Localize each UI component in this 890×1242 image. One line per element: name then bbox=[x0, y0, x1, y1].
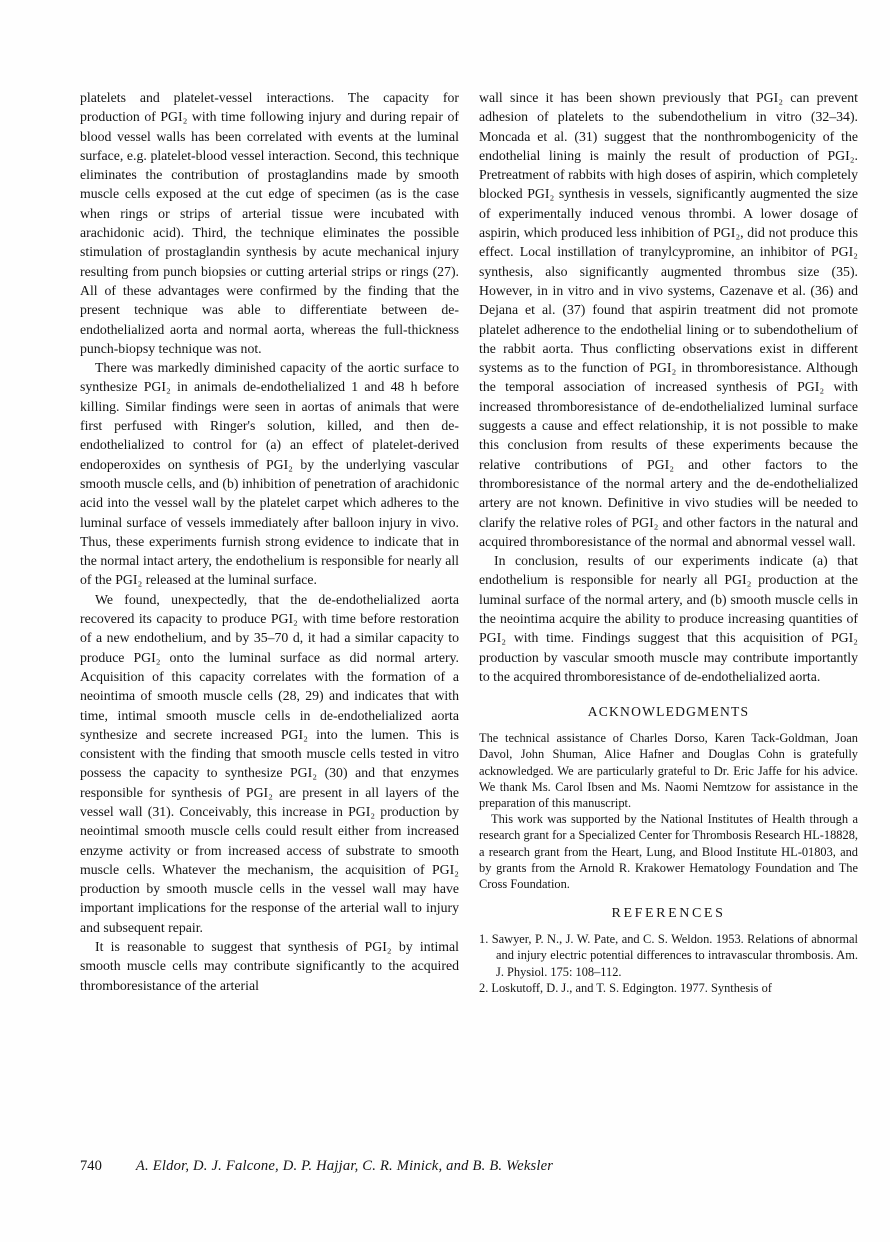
reference-item bbox=[479, 931, 858, 980]
body-paragraph: We found, unexpectedly, that the de-endothelialized aorta recovered its capacity to produce PGI₂ with time before restoration of a new endothelium, and by 35–70 d, it had a similar capacity to produce PGI₂ onto the luminal surface as did normal artery. Acquisition of this capacity correlates with the formation of a neointima of smooth muscle cells (28, 29) and indicates that with time, intimal smooth muscle cells in de-endothelialized aorta synthesize and secrete increased PGI₂ into the lumen. This is consistent with the finding that smooth muscle cells tested in vitro possess the capacity to synthesize PGI₂ (30) and that enzymes responsible for synthesis of PGI₂ are present in all layers of the vessel wall (31). Conceivably, this increase in PGI₂ production by neointimal smooth muscle cells could result either from increased enzyme activity or from increased access of substrate to smooth muscle cells. Whatever the mechanism, the acquisition of PGI₂ production by smooth muscle cells in the vessel wall may have important implications for the response of the arterial wall to injury and subsequent repair. bbox=[80, 591, 459, 935]
page-number: 740 bbox=[80, 1158, 102, 1174]
body-paragraph: There was markedly diminished capacity of the aortic surface to synthesize PGI₂ in animals de-endothelialized 1 and 48 h before killing. Similar findings were seen in aortas of animals that were first perfused with Ringer's solution, killed, and then de-endothelialized to control for (a) an effect of platelet-derived endoperoxides on synthesis of PGI₂ by the underlying vascular smooth muscle cells, and (b) inhibition of penetration of arachidonic acid into the vessel wall by the platelet carpet which adheres to the luminal surface of vessels immediately after balloon injury in vivo. Thus, these experiments furnish strong evidence to indicate that in the normal intact artery, the endothelium is responsible for nearly all of the PGI₂ released at the luminal surface. bbox=[80, 360, 459, 588]
body-paragraph: It is reasonable to suggest that synthesis of PGI₂ by intimal smooth muscle cells may contribute significantly to the acquired thromboresistance of the arterial bbox=[80, 939, 459, 993]
reference-text: Sawyer, P. N., J. W. Pate, and C. S. Weldon. 1953. Relations of abnormal and injury electric potential differences to intravascular thrombosis. Am. J. Physiol. 175: 108–112. bbox=[491, 932, 858, 979]
reference-number: 1. bbox=[479, 932, 489, 947]
column-left bbox=[80, 88, 459, 996]
acknowledgments-paragraph: The technical assistance of Charles Dorso, Karen Tack-Goldman, Joan Davol, John Shuman, Alice Hafner and Douglas Cohn is gratefully acknowledged. We are particularly grateful to Dr. Eric Jaffe for his advice. We thank Ms. Carol Ibsen and Ms. Naomi Nemtzow for assistance in the preparation of this manuscript. bbox=[479, 731, 858, 811]
acknowledgments-heading: ACKNOWLEDGMENTS bbox=[587, 704, 750, 720]
page-footer bbox=[80, 1158, 858, 1175]
reference-item bbox=[479, 980, 858, 996]
column-right bbox=[479, 88, 858, 996]
reference-text: Loskutoff, D. J., and T. S. Edgington. 1977. Synthesis of bbox=[491, 980, 772, 995]
references-heading: REFERENCES bbox=[611, 906, 726, 922]
body-paragraph: In conclusion, results of our experiments indicate (a) that endothelium is responsible for nearly all PGI₂ production at the luminal surface of the normal artery, and (b) smooth muscle cells in the neointima acquire the ability to produce increasing quantities of PGI₂ with time. Findings suggest that this acquisition of PGI₂ production by vascular smooth muscle may contribute importantly to the acquired thromboresistance of de-endothelialized aorta. bbox=[479, 553, 858, 684]
body-paragraph: wall since it has been shown previously that PGI₂ can prevent adhesion of platelets to the subendothelium in vitro (32–34). Moncada et al. (31) suggest that the nonthrombogenicity of the endothelial lining is mainly the result of production of PGI₂. Pretreatment of rabbits with high doses of aspirin, which completely blocked PGI₂ synthesis in vessels, significantly augmented the size of experimentally induced venous thrombi. A lower dosage of aspirin, which produced less inhibition of PGI₂, did not produce this effect. Local instillation of tranylcypromine, an inhibitor of PGI₂ synthesis, also significantly augmented thrombus size (35). However, in in vitro and in vivo systems, Cazenave et al. (36) and Dejana et al. (37) found that aspirin treatment did not promote platelet adherence to the endothelial lining or to subendothelium of the rabbit aorta. Thus conflicting observations exist in different systems as to the function of PGI₂ in thromboresistance. Although the temporal association of increased synthesis of PGI₂ with increased thromboresistance of de-endothelialized luminal surface suggests a cause and effect relationship, it is not possible to make this conclusion from results of these experiments because the relative contributions of PGI₂ and other factors to the thromboresistance of the normal artery and the de-endothelialized artery are not known. Definitive in vivo studies will be needed to clarify the relative roles of PGI₂ and other factors in the natural and acquired thromboresistance of the normal and abnormal vessel wall. bbox=[479, 90, 858, 549]
acknowledgments-paragraph: This work was supported by the National Institutes of Health through a research grant for a Specialized Center for Thrombosis Research HL-18828, a research grant from the Heart, Lung, and Blood Institute HL-01803, and by grants from the Arnold R. Krakower Hematology Foundation and The Cross Foundation. bbox=[479, 812, 858, 892]
body-paragraph: platelets and platelet-vessel interactions. The capacity for production of PGI₂ with time following injury and during repair of blood vessel walls has been correlated with events at the luminal surface, e.g. platelet-blood vessel interaction. Second, this technique eliminates the contribution of prostaglandins made by smooth muscle cells exposed at the cut edge of specimen (as is the case when rings or strips of arterial tissue were incubated with arachidonic acid). Third, the technique eliminates the possible stimulation of prostaglandin synthesis by acute mechanical injury resulting from punch biopsies or cutting arterial strips or rings (27). All of these advantages were confirmed by the finding that the present technique was able to differentiate between de-endothelialized aorta and normal aorta, whereas the full-thickness punch-biopsy technique was not. bbox=[80, 90, 459, 356]
reference-number: 2. bbox=[479, 980, 489, 995]
running-authors: A. Eldor, D. J. Falcone, D. P. Hajjar, C. R. Minick, and B. B. Weksler bbox=[135, 1158, 554, 1174]
two-column-text-area bbox=[80, 88, 858, 996]
